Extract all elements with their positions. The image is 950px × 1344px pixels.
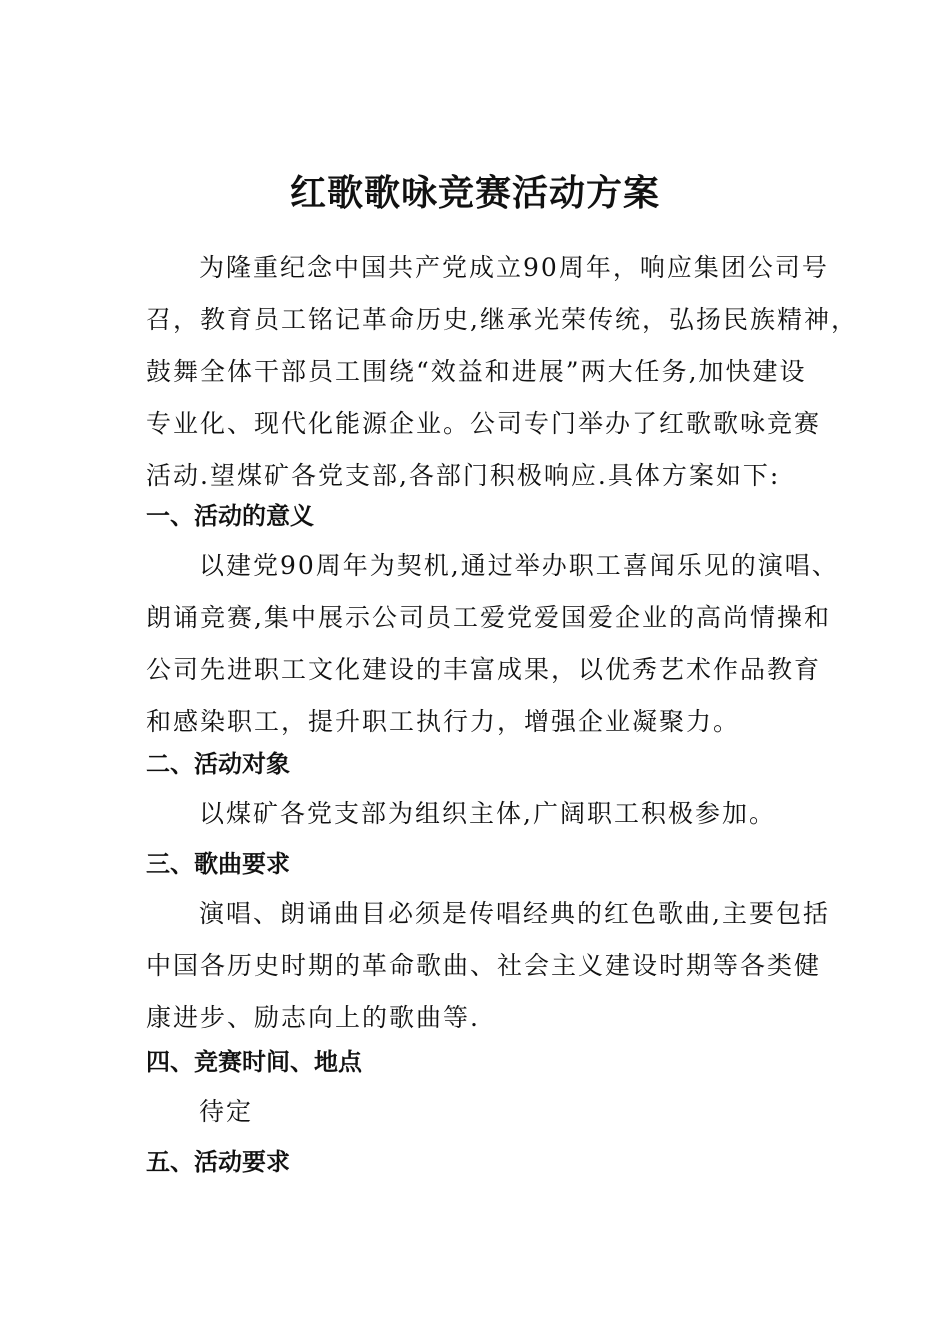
section-heading: 二、活动对象 (146, 750, 290, 778)
section-heading: 一、活动的意义 (146, 502, 314, 530)
section-line: 中国各历史时期的革命歌曲、社会主义建设时期等各类健 (146, 951, 822, 980)
section-line: 以煤矿各党支部为组织主体,广阔职工积极参加。 (199, 799, 776, 828)
section-line: 朗诵竞赛,集中展示公司员工爱党爱国爱企业的高尚情操和 (146, 603, 831, 632)
intro-line: 专业化、现代化能源企业。公司专门举办了红歌歌咏竞赛 (146, 409, 822, 438)
section-line: 以建党90周年为契机,通过举办职工喜闻乐见的演唱、 (199, 551, 839, 580)
intro-line: 为隆重纪念中国共产党成立90周年，响应集团公司号 (199, 253, 829, 282)
section-heading: 四、竞赛时间、地点 (146, 1048, 362, 1076)
section-line: 公司先进职工文化建设的丰富成果，以优秀艺术作品教育 (146, 655, 822, 684)
intro-paragraph (146, 242, 858, 502)
section-line: 和感染职工，提升职工执行力，增强企业凝聚力。 (146, 707, 741, 736)
section-line: 待定 (199, 1097, 254, 1126)
section-line: 演唱、朗诵曲目必须是传唱经典的红色歌曲,主要包括 (199, 899, 830, 928)
intro-line: 鼓舞全体干部员工围绕“效益和进展”两大任务,加快建设 (146, 357, 807, 386)
section-paragraph (146, 540, 839, 748)
intro-line: 活动.望煤矿各党支部,各部门积极响应.具体方案如下: (146, 461, 781, 490)
section-heading: 五、活动要求 (146, 1148, 290, 1176)
section-paragraph (146, 788, 826, 840)
page-title: 红歌歌咏竞赛活动方案 (289, 173, 660, 215)
intro-line: 召，教育员工铭记革命历史,继承光荣传统，弘扬民族精神， (146, 305, 858, 334)
section-paragraph (146, 1086, 826, 1138)
section-paragraph (146, 888, 830, 1044)
section-line: 康进步、励志向上的歌曲等. (146, 1003, 480, 1032)
section-heading: 三、歌曲要求 (146, 850, 290, 878)
